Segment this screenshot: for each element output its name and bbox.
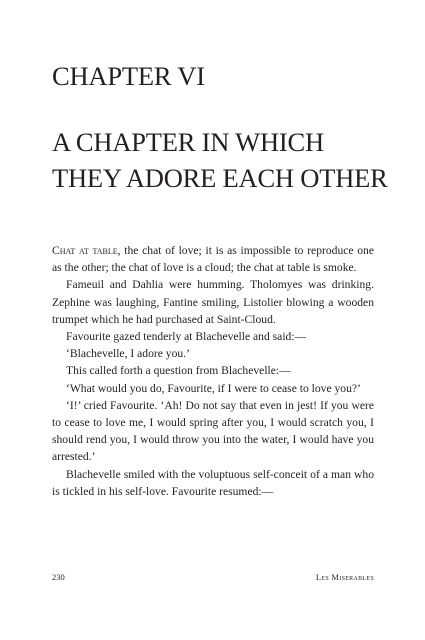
paragraph: ‘What would you do, Favourite, if I were to cease to love you?’ <box>66 381 361 395</box>
page-number: 230 <box>52 572 65 582</box>
chapter-number: CHAPTER VI <box>52 61 205 91</box>
paragraph: Favourite gazed tenderly at Blachevelle and said:— <box>66 330 307 344</box>
paragraph-lead: Chat at table <box>52 244 118 257</box>
paragraph: ‘I!’ cried Favourite. ‘Ah! Do not say that even in jest! If you were to cease to love me, I would spring after you, I would scratch you, I should rend you, I would throw you into the water, I would have you arrested.’ <box>52 398 374 464</box>
paragraph: Blachevelle smiled with the voluptuous self-conceit of a man who is tickled in his self-love. Favourite resumed:— <box>52 467 374 498</box>
paragraph <box>52 242 374 276</box>
running-head: Les Miserables <box>315 572 374 582</box>
chapter-title-line: A CHAPTER IN WHICH <box>52 127 324 157</box>
paragraph: This called forth a question from Blachevelle:— <box>66 364 291 378</box>
body-text <box>52 242 374 500</box>
chapter-title-line: THEY ADORE EACH OTHER <box>52 163 388 193</box>
paragraph: Fameuil and Dahlia were humming. Tholomyes was drinking. Zephine was laughing, Fantine smiling, Listolier blowing a wooden trumpet which he had purchased at Saint-Cloud. <box>52 278 374 326</box>
paragraph-text: , the chat of love; it is as impossible to reproduce one as the other; the chat of love is a cloud; the chat at table is smoke. <box>52 244 374 275</box>
chapter-title <box>52 124 392 196</box>
paragraph: ‘Blachevelle, I adore you.’ <box>66 347 190 361</box>
page-footer <box>52 572 374 586</box>
